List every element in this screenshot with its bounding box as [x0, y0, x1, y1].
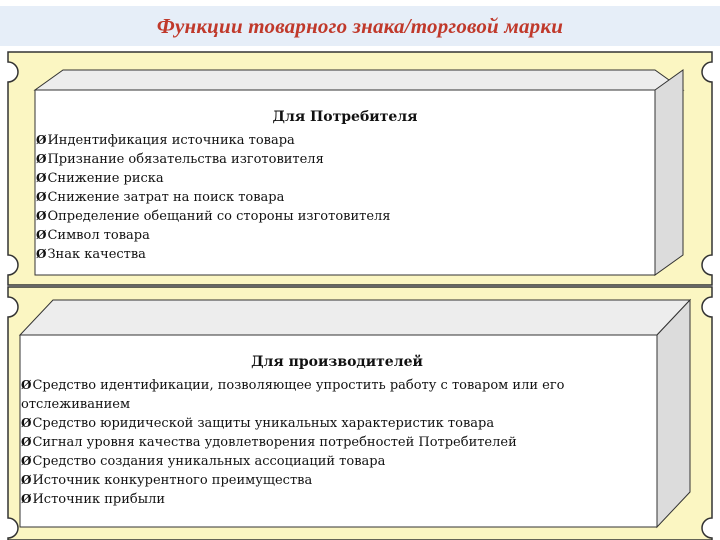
check-arrow-icon: Ø — [36, 228, 47, 242]
consumer-item: ØПризнание обязательства изготовителя — [36, 152, 324, 167]
consumer-heading: Для Потребителя — [272, 109, 418, 125]
consumer-box-top — [35, 70, 683, 90]
page-title: Функции товарного знака/торговой марки — [156, 13, 564, 38]
producer-heading: Для производителей — [251, 354, 423, 370]
consumer-item: ØСнижение риска — [36, 171, 164, 186]
check-arrow-icon: Ø — [36, 133, 47, 147]
producer-box-side — [657, 300, 690, 527]
check-arrow-icon: Ø — [21, 435, 32, 449]
check-arrow-icon: Ø — [21, 492, 32, 506]
check-arrow-icon: Ø — [21, 454, 32, 468]
producer-item: ØИсточник конкурентного преимущества — [21, 473, 313, 488]
producer-item: ØСигнал уровня качества удовлетворения потребностей Потребителей — [21, 435, 517, 450]
check-arrow-icon: Ø — [21, 473, 32, 487]
consumer-item: ØИндентификация источника товара — [36, 133, 295, 148]
producer-list — [21, 376, 653, 509]
consumer-item: ØСнижение затрат на поиск товара — [36, 190, 285, 205]
producer-box-content — [21, 353, 653, 509]
check-arrow-icon: Ø — [36, 209, 47, 223]
check-arrow-icon: Ø — [21, 416, 32, 430]
producer-item: ØСредство создания уникальных ассоциаций товара — [21, 454, 386, 469]
consumer-list — [36, 131, 654, 264]
consumer-item: ØОпределение обещаний со стороны изготовителя — [36, 209, 391, 224]
producer-item: ØИсточник прибыли — [21, 492, 166, 507]
check-arrow-icon: Ø — [36, 190, 47, 204]
consumer-item: ØСимвол товара — [36, 228, 150, 243]
consumer-item: ØЗнак качества — [36, 247, 146, 262]
consumer-box-content — [36, 108, 654, 264]
consumer-box-side — [655, 70, 683, 275]
check-arrow-icon: Ø — [36, 247, 47, 261]
producer-item: ØСредство идентификации, позволяющее упростить работу с товаром или его отслеживанием — [21, 378, 565, 412]
check-arrow-icon: Ø — [36, 171, 47, 185]
producer-box-top — [20, 300, 690, 335]
check-arrow-icon: Ø — [21, 378, 32, 392]
check-arrow-icon: Ø — [36, 152, 47, 166]
producer-item: ØСредство юридической защиты уникальных характеристик товара — [21, 416, 495, 431]
